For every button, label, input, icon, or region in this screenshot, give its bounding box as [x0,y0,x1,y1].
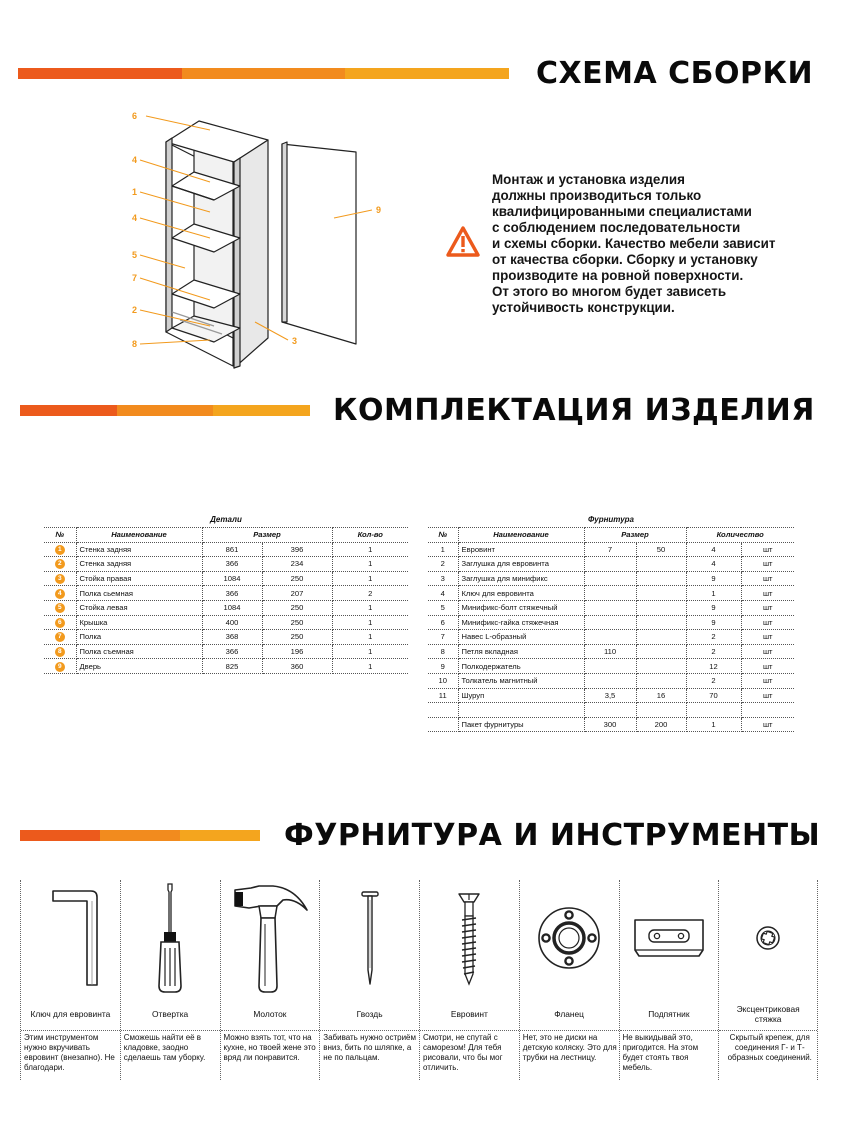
quantity-cell: 70 [686,688,741,703]
tools-grid [20,880,818,1080]
row-number-badge: 3 [55,574,65,584]
size-b-cell: 234 [262,557,332,572]
size-b-cell [636,703,686,718]
bar-segment [117,405,214,416]
assembly-diagram [0,100,440,390]
hammer-icon [229,882,311,994]
hardware-name-cell: Пакет фурнитуры [458,717,584,732]
row-number-cell: 9 [428,659,458,674]
row-number-badge: 2 [55,559,65,569]
size-a-cell: 861 [202,542,262,557]
callout-label: 1 [132,187,138,197]
row-number-cell [44,600,76,615]
callout-label: 4 [132,213,138,223]
tool-name: Ключ для евровинта [30,1009,111,1019]
warning-line: от качества сборки. Сборку и установку [492,252,758,267]
row-number-cell: 6 [428,615,458,630]
size-a-cell: 1084 [202,571,262,586]
row-number-cell: 11 [428,688,458,703]
tools-title-bar [20,830,260,841]
size-a-cell [584,703,636,718]
table-row [44,659,408,674]
row-number-cell: 2 [428,557,458,572]
hardware-name-cell: Заглушка для евровинта [458,557,584,572]
row-number-cell: 10 [428,673,458,688]
divider [21,1030,120,1031]
unit-cell: шт [741,600,794,615]
tool-description: Смотри, не спутай с саморезом! Для тебя рисовали, что бы мог отличить. [423,1033,503,1072]
tool-name: Отвертка [152,1009,189,1019]
size-a-cell: 366 [202,586,262,601]
euro-screw-icon [454,888,484,988]
table-row [44,600,408,615]
quantity-cell: 12 [686,659,741,674]
quantity-cell: 1 [332,600,408,615]
quantity-cell: 2 [686,630,741,645]
unit-cell: шт [741,717,794,732]
size-b-cell: 250 [262,600,332,615]
callout-label: 8 [132,339,138,349]
tool-description: Нет, это не диски на детскую коляску. Это для трубки на лестницу. [522,1033,617,1062]
size-a-cell: 366 [202,644,262,659]
size-b-cell [636,600,686,615]
warning-line: должны производиться только [492,188,702,203]
table-row [44,586,408,601]
table-row [428,688,794,703]
bar-segment [20,405,117,416]
bar-segment [213,405,310,416]
hardware-name-cell: Евровинт [458,542,584,557]
callout-label: 6 [132,111,138,121]
size-b-cell: 250 [262,571,332,586]
unit-cell: шт [741,688,794,703]
quantity-cell: 1 [332,659,408,674]
callout-label: 2 [132,305,138,315]
bar-segment [182,68,346,79]
size-a-cell [584,600,636,615]
glide-pad-icon [631,914,707,962]
kit-title: КОМПЛЕКТАЦИЯ ИЗДЕЛИЯ [333,393,815,428]
panel-door [282,144,356,344]
warning-text [492,172,802,316]
size-b-cell: 207 [262,586,332,601]
unit-cell: шт [741,673,794,688]
size-a-cell: 7 [584,542,636,557]
unit-cell: шт [741,615,794,630]
size-b-cell [636,557,686,572]
column-header: № [44,528,76,543]
size-b-cell: 50 [636,542,686,557]
size-b-cell: 196 [262,644,332,659]
size-b-cell: 250 [262,615,332,630]
tool-card [120,880,220,1080]
tool-card [220,880,320,1080]
size-b-cell [636,615,686,630]
part-name-cell: Стенка задняя [76,542,202,557]
row-number-badge: 1 [55,545,65,555]
tool-description: Не выкидывай это, пригодится. На этом будет стоять твоя мебель. [622,1033,699,1072]
flange-icon [536,905,602,971]
table-row [428,717,794,732]
warning-line: От этого во многом будет зависеть [492,284,727,299]
scheme-title-bar [18,68,509,79]
column-header: Количество [686,528,794,543]
row-number-cell [44,644,76,659]
tool-name: Фланец [554,1009,584,1019]
size-a-cell: 825 [202,659,262,674]
size-a-cell: 366 [202,557,262,572]
divider [221,1030,320,1031]
hardware-name-cell: Толкатель магнитный [458,673,584,688]
row-number-badge: 8 [55,647,65,657]
quantity-cell: 1 [332,571,408,586]
table-row [428,673,794,688]
callout-label: 7 [132,273,138,283]
quantity-cell: 4 [686,557,741,572]
parts-table-caption: Детали [210,515,242,524]
table-row [44,644,408,659]
unit-cell: шт [741,571,794,586]
row-number-cell: 4 [428,586,458,601]
size-b-cell [636,586,686,601]
column-header: Наименование [76,528,202,543]
part-name-cell: Стенка задняя [76,557,202,572]
row-number-cell: 5 [428,600,458,615]
callout-label: 4 [132,155,138,165]
size-a-cell: 3,5 [584,688,636,703]
quantity-cell: 9 [686,571,741,586]
unit-cell: шт [741,542,794,557]
tool-description: Этим инструментом нужно вкручивать евровинт (внезапно). Не благодари. [24,1033,115,1072]
part-name-cell: Полка сьемная [76,586,202,601]
quantity-cell: 9 [686,615,741,630]
tool-card [619,880,719,1080]
divider [620,1030,719,1031]
hardware-table-caption: Фурнитура [588,515,634,524]
hardware-table [428,527,794,732]
warning-line: квалифицированными специалистами [492,204,752,219]
unit-cell: шт [741,586,794,601]
part-name-cell: Полка [76,630,202,645]
size-a-cell: 400 [202,615,262,630]
column-header: Наименование [458,528,584,543]
table-row [428,586,794,601]
row-number-badge: 7 [55,632,65,642]
size-b-cell [636,659,686,674]
column-header: Размер [584,528,686,543]
row-number-cell [44,586,76,601]
divider [420,1030,519,1031]
warning-triangle-icon [446,226,480,258]
size-b-cell: 360 [262,659,332,674]
size-b-cell: 250 [262,630,332,645]
divider [121,1030,220,1031]
tool-name: Евровинт [450,1009,488,1019]
screwdriver-icon [150,882,190,994]
size-a-cell [584,659,636,674]
row-number-cell [44,571,76,586]
size-a-cell [584,673,636,688]
quantity-cell: 1 [332,630,408,645]
warning-line: Монтаж и установка изделия [492,172,685,187]
quantity-cell: 2 [686,644,741,659]
quantity-cell: 1 [332,557,408,572]
hardware-name-cell: Минификс-гайка стяжечная [458,615,584,630]
quantity-cell: 9 [686,600,741,615]
table-row [428,630,794,645]
tool-description: Скрытый крепеж, для соединения Г- и Т-образных соединений. [727,1033,812,1062]
table-row [428,659,794,674]
tool-card [718,880,818,1080]
table-row [44,571,408,586]
quantity-cell [686,703,741,718]
warning-line: производите на ровной поверхности. [492,268,744,283]
unit-cell [741,703,794,718]
size-a-cell [584,557,636,572]
size-b-cell: 396 [262,542,332,557]
divider [320,1030,419,1031]
table-row [44,557,408,572]
row-number-badge: 4 [55,589,65,599]
unit-cell: шт [741,644,794,659]
tool-description: Можно взять тот, что на кухне, но твоей жене это вряд ли понравится. [223,1033,316,1062]
row-number-cell: 3 [428,571,458,586]
quantity-cell: 1 [332,615,408,630]
row-number-cell [44,557,76,572]
quantity-cell: 2 [686,673,741,688]
quantity-cell: 1 [332,542,408,557]
bar-segment [180,830,260,841]
part-name-cell: Стойка левая [76,600,202,615]
tools-title: ФУРНИТУРА И ИНСТРУМЕНТЫ [284,818,821,853]
table-row [428,557,794,572]
unit-cell: шт [741,659,794,674]
row-number-cell [44,615,76,630]
table-row [428,600,794,615]
quantity-cell: 4 [686,542,741,557]
size-a-cell [584,630,636,645]
warning-line: с соблюдением последовательности [492,220,741,235]
hex-key-icon [35,883,105,993]
bar-segment [100,830,180,841]
unit-cell: шт [741,630,794,645]
tool-card [319,880,419,1080]
divider [520,1030,619,1031]
size-a-cell [584,571,636,586]
row-number-cell: 1 [428,542,458,557]
part-name-cell: Дверь [76,659,202,674]
size-b-cell: 16 [636,688,686,703]
size-b-cell [636,571,686,586]
row-number-cell [44,542,76,557]
hardware-name-cell: Минификс-болт стяжечный [458,600,584,615]
row-number-badge: 5 [55,603,65,613]
size-a-cell [584,615,636,630]
size-b-cell: 200 [636,717,686,732]
row-number-cell [428,703,458,718]
hardware-name-cell: Навес L-образный [458,630,584,645]
tool-card [419,880,519,1080]
size-b-cell [636,673,686,688]
warning-line: и схемы сборки. Качество мебели зависит [492,236,776,251]
row-number-badge: 9 [55,662,65,672]
unit-cell: шт [741,557,794,572]
callout-label: 5 [132,250,138,260]
part-name-cell: Крышка [76,615,202,630]
quantity-cell: 1 [686,586,741,601]
hardware-name-cell [458,703,584,718]
row-number-cell [44,659,76,674]
table-row [428,703,794,718]
row-number-badge: 6 [55,618,65,628]
table-row [44,630,408,645]
table-row [44,615,408,630]
size-b-cell [636,630,686,645]
size-a-cell: 110 [584,644,636,659]
divider [719,1030,817,1031]
column-header: Размер [202,528,332,543]
callout-label: 3 [292,336,298,346]
tool-name: Гвоздь [356,1009,383,1019]
column-header: Кол-во [332,528,408,543]
callout-label: 9 [376,205,382,215]
row-number-cell [428,717,458,732]
warning-line: устойчивость конструкции. [492,300,675,315]
tool-card [20,880,120,1080]
quantity-cell: 1 [332,644,408,659]
hardware-name-cell: Петля вкладная [458,644,584,659]
size-a-cell: 1084 [202,600,262,615]
tool-name: Эксцентриковая стяжка [736,1004,800,1024]
row-number-cell: 8 [428,644,458,659]
bar-segment [345,68,509,79]
tool-description: Забивать нужно остриём вниз, бить по шляпке, а не по пальцам. [323,1033,416,1062]
size-a-cell [584,586,636,601]
table-row [428,571,794,586]
hardware-name-cell: Шуруп [458,688,584,703]
hardware-name-cell: Ключ для евровинта [458,586,584,601]
tool-description: Сможешь найти её в кладовке, заодно сделаешь там уборку. [123,1033,206,1062]
column-header: № [428,528,458,543]
parts-table [44,527,408,674]
size-a-cell: 368 [202,630,262,645]
bar-segment [20,830,100,841]
part-name-cell: Полка съемная [76,644,202,659]
tool-name: Молоток [253,1009,287,1019]
size-a-cell: 300 [584,717,636,732]
part-name-cell: Стойка правая [76,571,202,586]
cam-lock-icon [753,923,783,953]
nail-icon [358,888,382,988]
tool-name: Подпятник [648,1009,690,1019]
kit-title-bar [20,405,310,416]
quantity-cell: 1 [686,717,741,732]
row-number-cell: 7 [428,630,458,645]
size-b-cell [636,644,686,659]
tool-card [519,880,619,1080]
scheme-title: СХЕМА СБОРКИ [536,56,814,91]
row-number-cell [44,630,76,645]
table-row [44,542,408,557]
bar-segment [18,68,182,79]
table-row [428,644,794,659]
table-row [428,542,794,557]
hardware-name-cell: Заглушка для минификс [458,571,584,586]
hardware-name-cell: Полкодержатель [458,659,584,674]
table-row [428,615,794,630]
quantity-cell: 2 [332,586,408,601]
